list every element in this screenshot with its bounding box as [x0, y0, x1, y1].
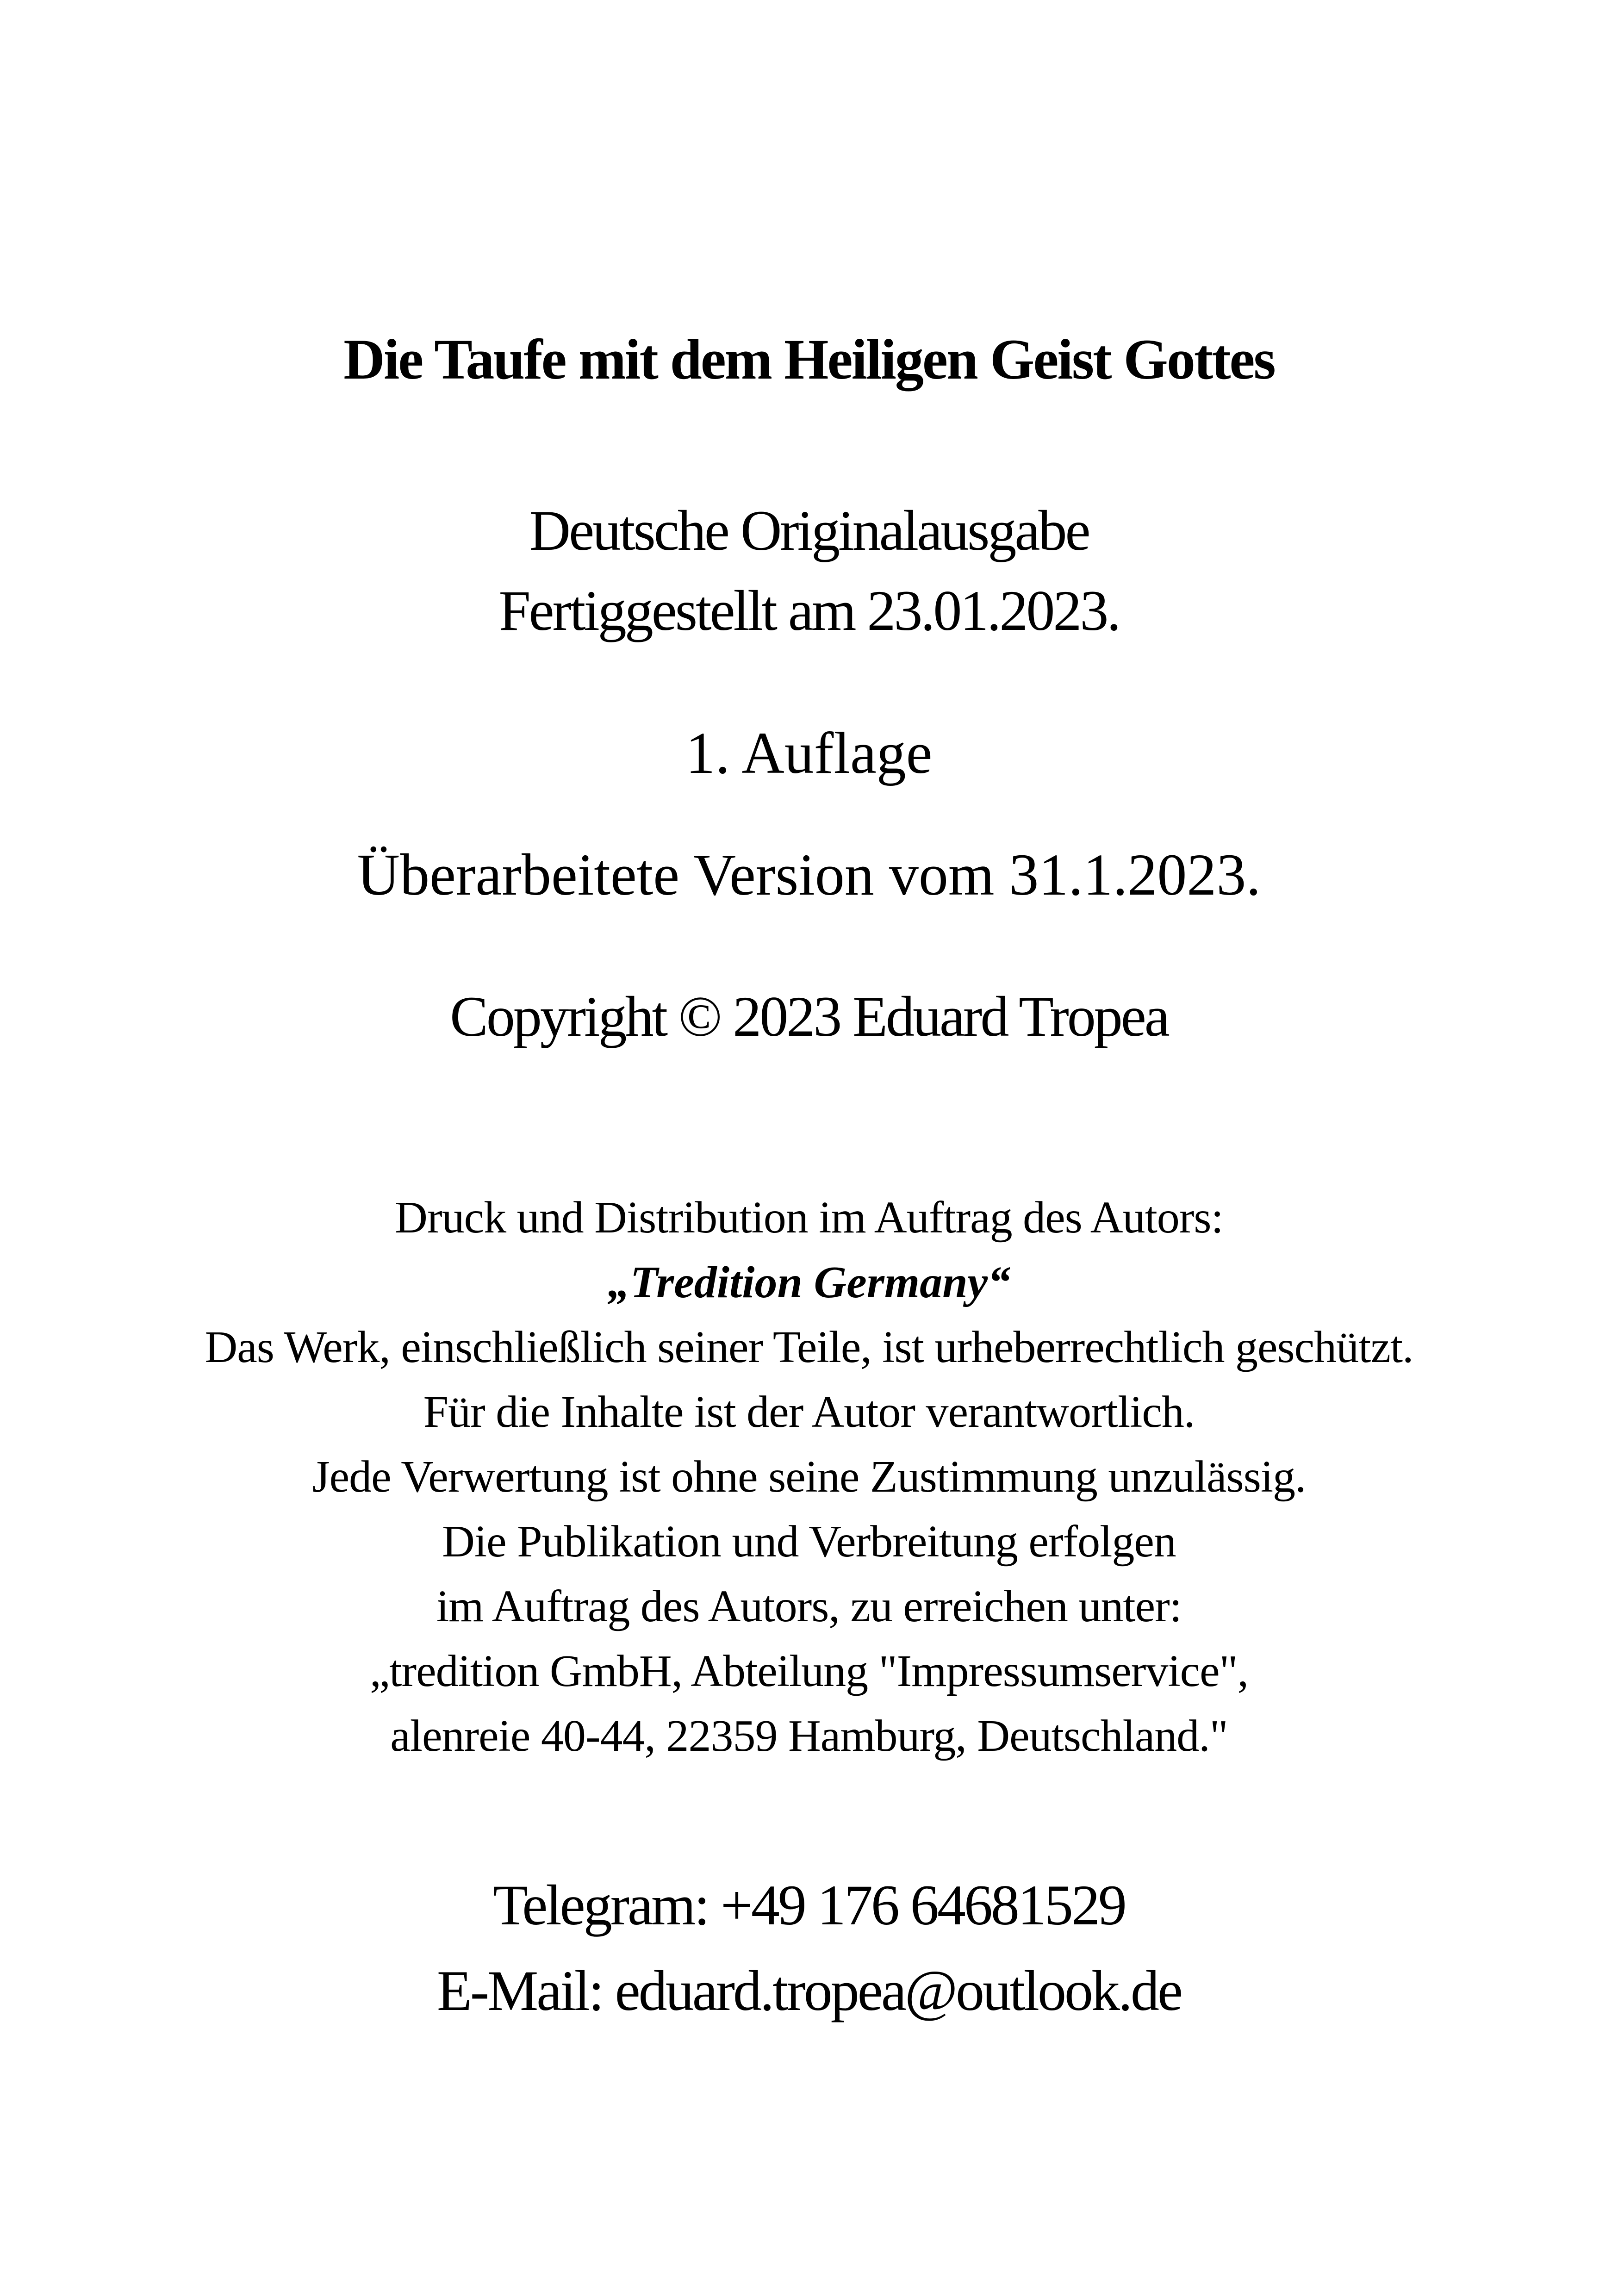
copyright-notice: Copyright © 2023 Eduard Tropea — [450, 985, 1168, 1048]
imprint-address: alenreie 40-44, 22359 Hamburg, Deutschland." — [390, 1711, 1228, 1761]
revision-note: Überarbeitete Version vom 31.1.2023. — [357, 842, 1261, 908]
telegram-contact: Telegram: +49 176 64681529 — [493, 1873, 1125, 1937]
imprint-line: Das Werk, einschließlich seiner Teile, ist urheberrechtlich geschützt. — [205, 1322, 1413, 1372]
book-title: Die Taufe mit dem Heiligen Geist Gottes — [343, 328, 1275, 391]
completion-date: Fertiggestellt am 23.01.2023. — [498, 579, 1120, 642]
publisher-name: „Tredition Germany“ — [607, 1257, 1011, 1307]
imprint-line: „tredition GmbH, Abteilung "Impressumservice", — [369, 1646, 1249, 1696]
imprint-line: Jede Verwertung ist ohne seine Zustimmung unzulässig. — [312, 1452, 1306, 1502]
imprint-line: im Auftrag des Autors, zu erreichen unter: — [436, 1581, 1182, 1631]
printing-number: 1. Auflage — [685, 720, 933, 786]
print-distribution-note: Druck und Distribution im Auftrag des Autors: — [395, 1193, 1223, 1243]
imprint-line: Die Publikation und Verbreitung erfolgen — [442, 1517, 1176, 1567]
email-contact: E-Mail: eduard.tropea@outlook.de — [437, 1959, 1181, 2022]
imprint-line: Für die Inhalte ist der Autor verantwortlich. — [423, 1387, 1195, 1437]
edition-type: Deutsche Originalausgabe — [529, 499, 1089, 562]
